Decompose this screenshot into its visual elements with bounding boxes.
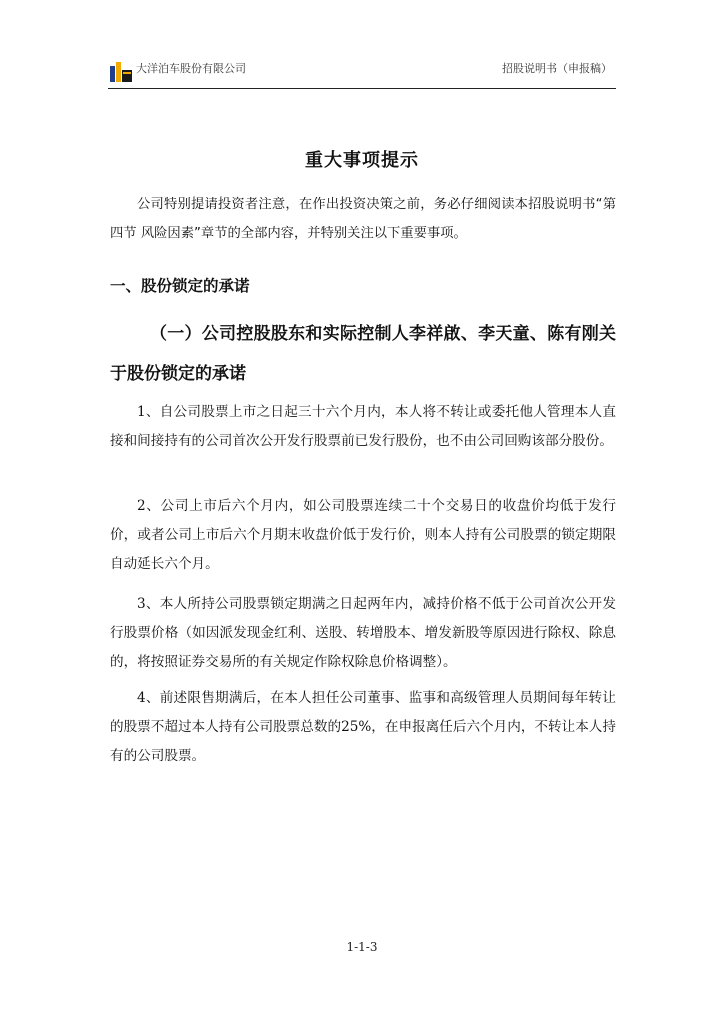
page-title: 重大事项提示 (305, 150, 419, 171)
subsection-heading: （一）公司控股股东和实际控制人李祥啟、李天童、陈有刚关于股份锁定的承诺 (110, 324, 616, 384)
page-header (108, 56, 616, 89)
commitment-item-2: 2、公司上市后六个月内，如公司股票连续二十个交易日的收盘价均低于发行价，或者公司上市后六个月期末收盘价低于发行价，则本人持有公司股票的锁定期限自动延长六个月。 (110, 498, 616, 572)
intro-paragraph: 公司特别提请投资者注意，在作出投资决策之前，务必仔细阅读本招股说明书“第四节 风险因素”章节的全部内容，并特别关注以下重要事项。 (110, 197, 616, 241)
commitment-item-1: 1、自公司股票上市之日起三十六个月内，本人将不转让或委托他人管理本人直接和间接持有的公司首次公开发行股票前已发行股份，也不由公司回购该部分股份。 (110, 404, 616, 449)
commitment-item-4: 4、前述限售期满后，在本人担任公司董事、监事和高级管理人员期间每年转让的股票不超过本人持有公司股票总数的25%，在申报离任后六个月内，不转让本人持有的公司股票。 (110, 690, 616, 764)
page-number: 1-1-3 (346, 940, 378, 954)
document-title: 招股说明书（申报稿） (502, 62, 612, 75)
commitment-item-3: 3、本人所持公司股票锁定期满之日起两年内，减持价格不低于公司首次公开发行股票价格（如因派发现金红利、送股、转增股本、增发新股等原因进行除权、除息的，将按照证券交易所的有关规定作除权除息价格调整）。 (110, 596, 616, 670)
company-name: 大洋泊车股份有限公司 (136, 62, 246, 75)
company-logo-icon (108, 60, 134, 82)
section-heading: 一、股份锁定的承诺 (110, 277, 250, 295)
